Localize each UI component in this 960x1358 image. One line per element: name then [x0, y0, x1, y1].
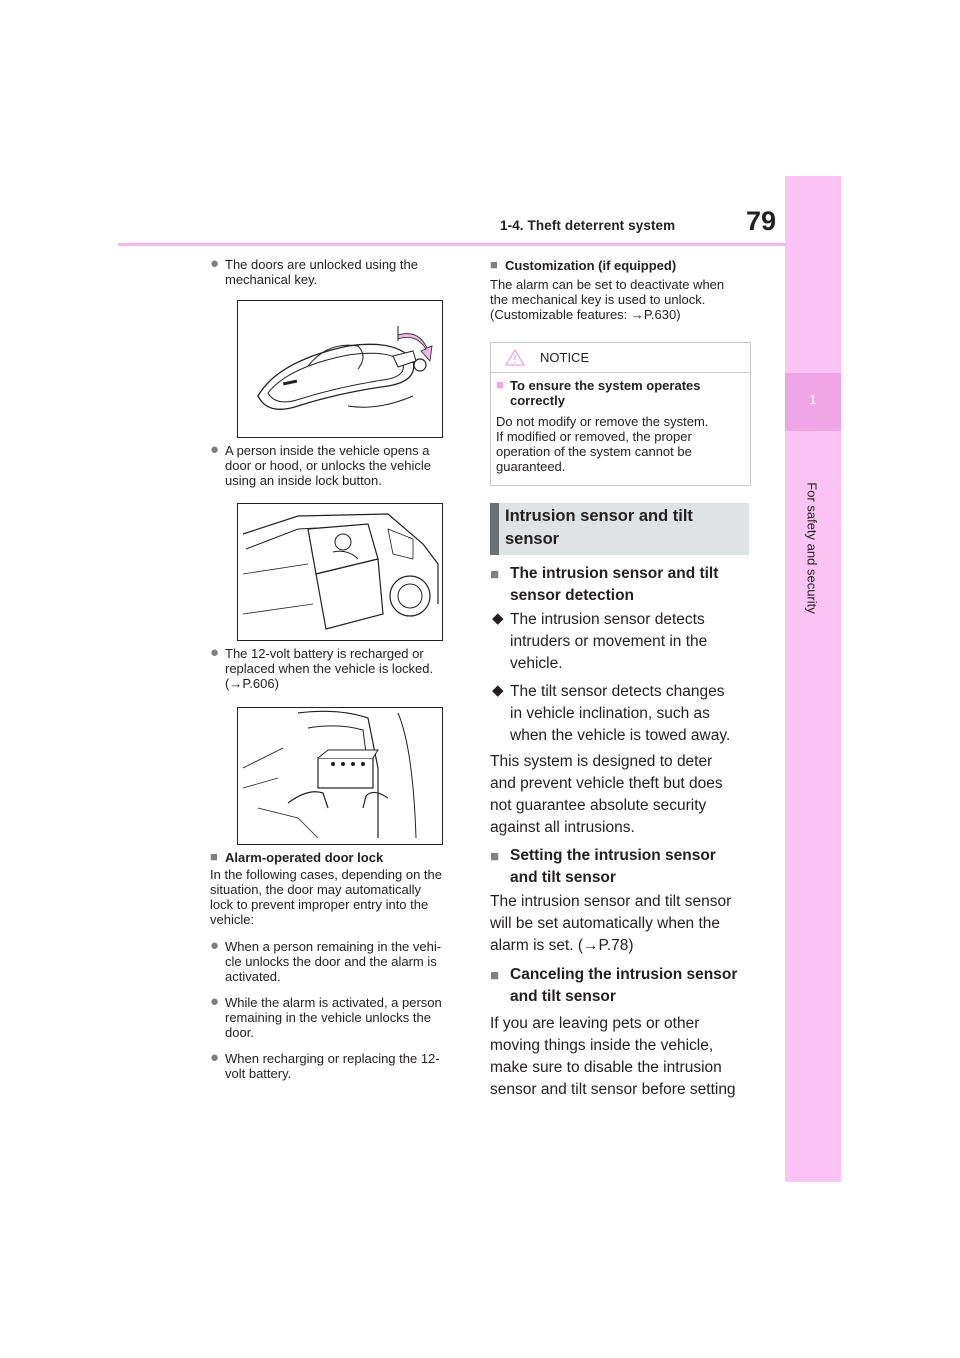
text-line: Canceling the intrusion sensor: [510, 966, 738, 983]
text-line: make sure to disable the intrusion: [490, 1059, 722, 1076]
text-line: vehicle:: [210, 912, 255, 927]
chapter-number: 1: [809, 392, 817, 407]
circle-bullet-icon: ●: [210, 993, 220, 1010]
text-line: correctly: [510, 393, 565, 408]
text-line: The intrusion sensor detects: [510, 611, 705, 628]
section-heading-bar: [490, 503, 499, 555]
chapter-label: For safety and security: [804, 482, 820, 614]
text-line: mechanical key.: [225, 272, 318, 287]
text-line: This system is designed to deter: [490, 753, 713, 770]
warning-triangle-icon: [505, 349, 525, 371]
circle-bullet-icon: ●: [210, 1049, 220, 1066]
text-line: lock to prevent improper entry into the: [210, 897, 429, 912]
square-marker-icon: ■: [490, 967, 500, 984]
text-line: door or hood, or unlocks the vehicle: [225, 458, 431, 473]
text-line: door.: [225, 1025, 254, 1040]
cancel-text: [490, 1013, 736, 1101]
notice-label: NOTICE: [540, 350, 590, 365]
text-line: While the alarm is activated, a person: [225, 995, 442, 1010]
battery-compartment-illustration: [237, 707, 443, 845]
text-line: against all intrusions.: [490, 819, 635, 836]
text-line: will be set automatically when the: [490, 915, 721, 932]
text-line: A person inside the vehicle opens a: [225, 443, 430, 458]
section-heading: [505, 505, 693, 551]
text-line: sensor: [505, 530, 560, 548]
bullet-doors-unlocked: [225, 257, 418, 287]
text-line: vehicle.: [510, 655, 563, 672]
setting-heading: [510, 845, 716, 889]
text-line: not guarantee absolute security: [490, 797, 707, 814]
text-line: intruders or movement in the: [510, 633, 708, 650]
square-marker-icon: ■: [210, 849, 218, 864]
customization-heading: Customization (if equipped): [505, 258, 677, 273]
square-marker-icon: ■: [490, 257, 498, 272]
chapter-side-tab: [785, 176, 841, 1182]
text-line: using an inside lock button.: [225, 473, 382, 488]
text-line: Setting the intrusion sensor: [510, 847, 716, 864]
text-line: If modified or removed, the proper: [496, 429, 692, 444]
text-line: when the vehicle is towed away.: [510, 727, 731, 744]
detect-intrusion: [510, 609, 707, 675]
text-line: sensor detection: [510, 587, 635, 604]
text-line: The intrusion sensor and tilt: [510, 565, 719, 582]
text-line: activated.: [225, 969, 281, 984]
text-line: the mechanical key is used to unlock.: [490, 292, 706, 307]
case-person-unlocks: [225, 939, 441, 984]
text-line: When recharging or replacing the 12-: [225, 1051, 440, 1066]
text-line: If you are leaving pets or other: [490, 1015, 700, 1032]
circle-bullet-icon: ●: [210, 644, 220, 661]
notice-text: [496, 414, 708, 474]
text-line: Intrusion sensor and tilt: [505, 507, 693, 525]
text-line: In the following cases, depending on the: [210, 867, 443, 882]
square-marker-icon: ■: [490, 848, 500, 865]
text-line: To ensure the system operates: [510, 378, 701, 393]
setting-text: [490, 891, 731, 957]
cancel-heading: [510, 964, 737, 1008]
diamond-bullet-icon: ◆: [492, 682, 504, 699]
text-line: volt battery.: [225, 1066, 292, 1081]
vehicle-open-door-illustration: [237, 503, 443, 641]
square-marker-icon: ■: [490, 566, 500, 583]
case-battery: [225, 1051, 440, 1081]
alarm-door-lock-heading: Alarm-operated door lock: [225, 850, 384, 865]
text-line: The intrusion sensor and tilt sensor: [490, 893, 732, 910]
text-line: When a person remaining in the vehi-: [225, 939, 442, 954]
bullet-person-inside: [225, 443, 431, 488]
text-line: and prevent vehicle theft but does: [490, 775, 723, 792]
customization-text: [490, 277, 724, 322]
text-line: The alarm can be set to deactivate when: [490, 277, 725, 292]
text-line: and tilt sensor: [510, 869, 616, 886]
page-number: 79: [746, 206, 777, 236]
text-line: moving things inside the vehicle,: [490, 1037, 714, 1054]
text-line: The doors are unlocked using the: [225, 257, 418, 272]
text-line: sensor and tilt sensor before setting: [490, 1081, 736, 1098]
section-title: 1-4. Theft deterrent system: [500, 218, 676, 233]
text-line: alarm is set. (→P.78): [490, 937, 634, 954]
text-line: (Customizable features: →P.630): [490, 307, 681, 322]
text-line: remaining in the vehicle unlocks the: [225, 1010, 431, 1025]
alarm-intro-text: [210, 867, 442, 927]
text-line: operation of the system cannot be: [496, 444, 692, 459]
detection-heading: [510, 563, 718, 607]
notice-header: [490, 342, 749, 373]
text-line: situation, the door may automatically: [210, 882, 421, 897]
text-line: in vehicle inclination, such as: [510, 705, 710, 722]
text-line: guaranteed.: [496, 459, 566, 474]
diamond-bullet-icon: ◆: [492, 610, 504, 627]
deter-text: [490, 751, 723, 839]
square-marker-icon: ■: [496, 377, 504, 392]
text-line: cle unlocks the door and the alarm is: [225, 954, 437, 969]
circle-bullet-icon: ●: [210, 441, 220, 458]
text-line: (→P.606): [225, 676, 279, 691]
case-alarm-activated: [225, 995, 442, 1040]
text-line: replaced when the vehicle is locked.: [225, 661, 434, 676]
circle-bullet-icon: ●: [210, 937, 220, 954]
text-line: The tilt sensor detects changes: [510, 683, 725, 700]
text-line: and tilt sensor: [510, 988, 616, 1005]
circle-bullet-icon: ●: [210, 255, 220, 272]
text-line: The 12-volt battery is recharged or: [225, 646, 424, 661]
header-rule: [118, 243, 785, 246]
notice-heading: [510, 378, 701, 408]
bullet-battery-recharged: [225, 646, 433, 691]
door-handle-key-illustration: [237, 300, 443, 438]
text-line: Do not modify or remove the system.: [496, 414, 709, 429]
detect-tilt: [510, 681, 730, 747]
